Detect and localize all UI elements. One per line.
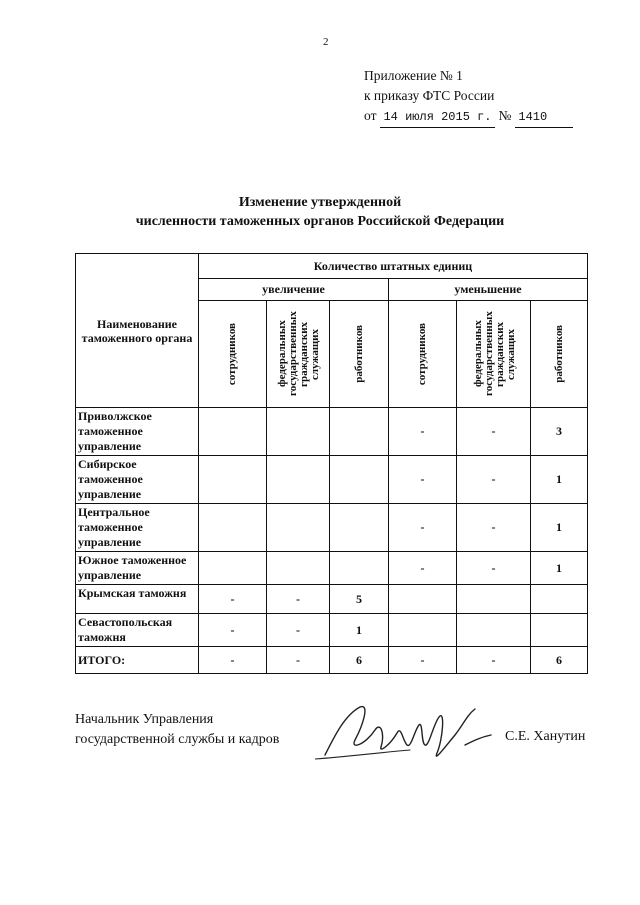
table-row [76,552,588,585]
table-cell [199,408,267,456]
row-name: Севастопольская таможня [76,614,199,647]
appendix-line-3 [364,106,573,128]
signatory-name: С.Е. Ханутин [505,729,586,744]
title-line-1: Изменение утвержденной [238,195,402,210]
table-cell [330,504,389,552]
staffing-table [75,253,588,674]
table-row [76,614,588,647]
subcolumn-label: федеральных государственных гражданских служащих [471,311,517,397]
staff-units-header: Количество штатных единиц [199,254,588,279]
appendix-date: 14 июля 2015 г. [380,107,494,128]
appendix-number: 1410 [515,107,573,128]
table-cell: 5 [330,585,389,614]
subcolumn-label: федеральных государственных гражданских служащих [276,311,321,397]
table-cell: - [389,504,457,552]
table-cell [267,552,330,585]
subcolumn-header [330,301,389,408]
table-cell [330,552,389,585]
table-cell: 1 [531,504,588,552]
subcolumn-label: работников [552,325,565,383]
table-cell [267,504,330,552]
table-cell [267,456,330,504]
table-cell: - [199,585,267,614]
table-cell: 1 [330,614,389,647]
table-cell [199,456,267,504]
signatory-position [75,710,279,750]
total-cell: 6 [330,647,389,674]
table-cell: - [389,408,457,456]
table-cell [267,408,330,456]
total-cell: - [199,647,267,674]
table-cell: - [457,408,531,456]
table-row [76,504,588,552]
appendix-line-2: к приказу ФТС России [364,88,495,103]
table-row [76,585,588,614]
table-cell [330,456,389,504]
subcolumn-header [267,301,330,408]
table-cell: 1 [531,552,588,585]
total-cell: - [389,647,457,674]
total-row [76,647,588,674]
position-line-2: государственной службы и кадров [75,732,280,747]
table-cell: - [457,552,531,585]
document-title [0,193,640,231]
subcolumn-label: сотрудников [416,322,428,386]
subcolumn-header [531,301,588,408]
name-column-header: Наименование таможенного органа [76,254,199,408]
table-cell [199,504,267,552]
title-line-2: численности таможенных органов Российской Федерации [135,214,505,229]
subcolumn-label: сотрудников [226,322,238,386]
table-cell [199,552,267,585]
decrease-group-header: уменьшение [389,279,588,301]
position-line-1: Начальник Управления [75,712,214,727]
table-cell: - [267,585,330,614]
total-cell: 6 [531,647,588,674]
subcolumn-header [457,301,531,408]
handwritten-signature [315,695,505,775]
subcolumn-label: работников [352,325,365,383]
table-cell: - [199,614,267,647]
row-name: Приволжское таможенное управление [76,408,199,456]
increase-group-header: увеличение [199,279,389,301]
table-cell [330,408,389,456]
table-cell: - [389,456,457,504]
table-cell: 3 [531,408,588,456]
total-label: ИТОГО: [76,647,199,674]
table-cell [389,585,457,614]
row-name: Сибирское таможенное управление [76,456,199,504]
table-cell [457,614,531,647]
total-cell: - [457,647,531,674]
appendix-line-1: Приложение № 1 [364,68,463,83]
table-cell: - [457,504,531,552]
appendix-number-sign: № [498,108,512,123]
subcolumn-header [389,301,457,408]
table-cell: - [457,456,531,504]
total-cell: - [267,647,330,674]
page-number: 2 [323,36,329,48]
row-name: Южное таможенное управление [76,552,199,585]
appendix-header [364,66,573,128]
table-cell [389,614,457,647]
table-row [76,456,588,504]
table-cell [531,614,588,647]
table-cell: - [267,614,330,647]
appendix-from-label: от [364,108,377,123]
table-cell [531,585,588,614]
row-name: Крымская таможня [76,585,199,614]
table-cell: 1 [531,456,588,504]
subcolumn-header [199,301,267,408]
table-row [76,408,588,456]
table-cell: - [389,552,457,585]
table-cell [457,585,531,614]
row-name: Центральное таможенное управление [76,504,199,552]
